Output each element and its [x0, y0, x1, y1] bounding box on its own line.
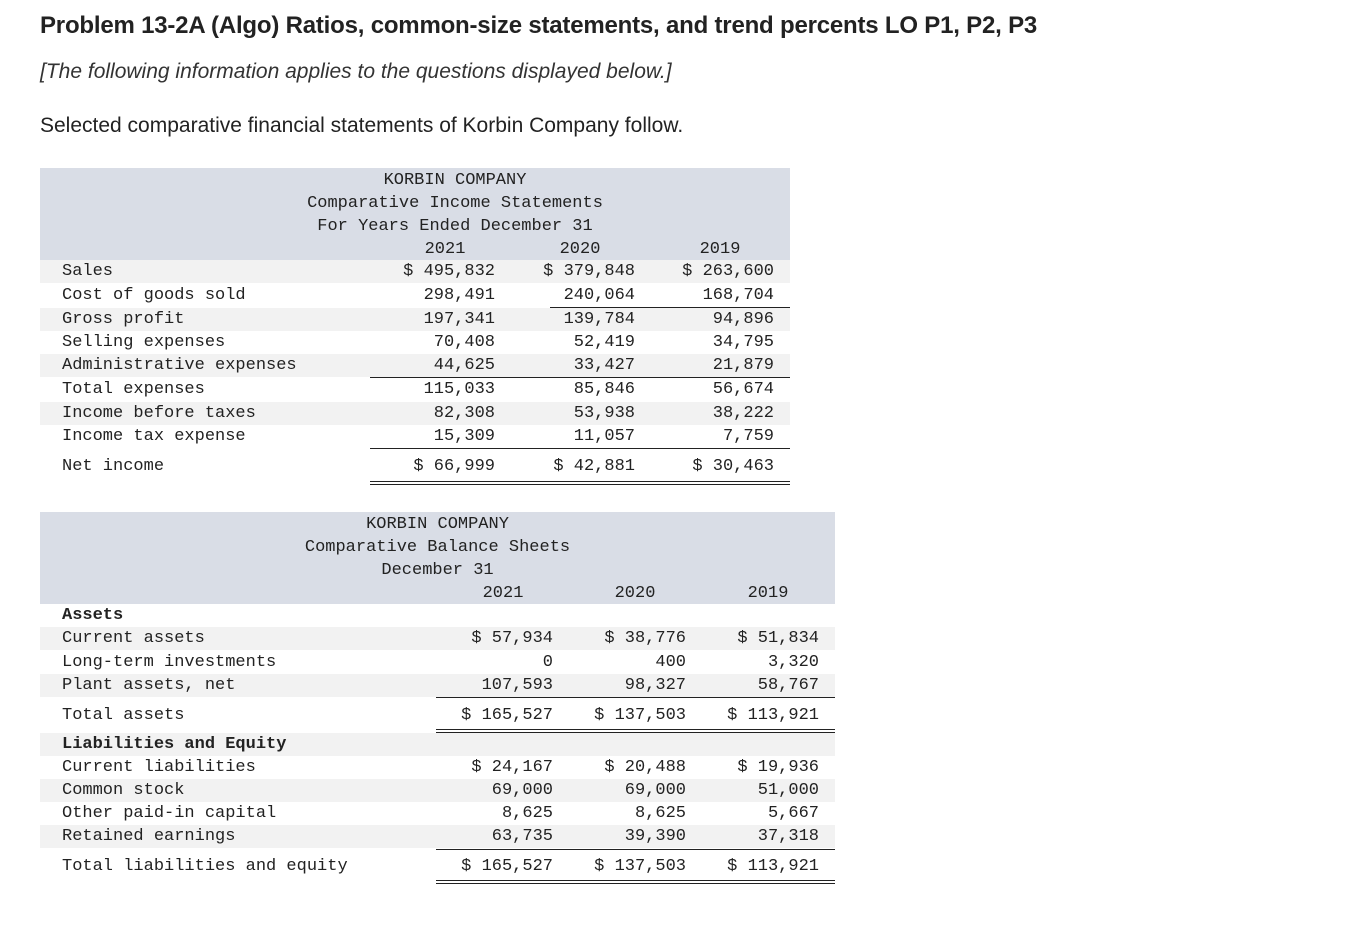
row-label-gross-profit: Gross profit: [62, 310, 185, 329]
cell-administrative-expenses-1: 33,427: [573, 356, 635, 375]
rule-under-tax: [370, 448, 790, 449]
table-row: [40, 308, 790, 331]
cell-current-liabilities-2: $ 19,936: [737, 758, 819, 777]
row-label-total-assets: Total assets: [62, 706, 185, 725]
cell-income-before-taxes-2: 38,222: [712, 404, 774, 423]
cell-sales-2: $ 263,600: [682, 262, 774, 281]
balance-sheet-title: Comparative Balance Sheets: [304, 538, 571, 557]
table-row: [40, 674, 835, 697]
cell-retained-earnings-2: 37,318: [757, 827, 819, 846]
table-row: [40, 331, 790, 354]
table-row: [40, 627, 835, 650]
row-label-current-assets: Current assets: [62, 629, 205, 648]
cell-plant-assets-net-1: 98,327: [624, 676, 686, 695]
rule-under-cogs: [550, 307, 790, 308]
row-label-selling-expenses: Selling expenses: [62, 333, 226, 352]
info-note: [The following information applies to the questions displayed below.]: [40, 60, 672, 83]
row-label-plant-assets-net: Plant assets, net: [62, 676, 236, 695]
cell-total-liabilities-and-equity-0: $ 165,527: [461, 857, 553, 876]
row-label-assets: Assets: [62, 606, 124, 625]
table-row: [40, 604, 835, 627]
income-statement: [40, 168, 790, 488]
table-row: [40, 733, 835, 756]
row-label-current-liabilities: Current liabilities: [62, 758, 256, 777]
table-row: [40, 402, 790, 425]
table-row: [40, 354, 790, 377]
cell-total-assets-0: $ 165,527: [461, 706, 553, 725]
cell-cost-of-goods-sold-1: 240,064: [563, 286, 635, 305]
cell-cost-of-goods-sold-0: 298,491: [423, 286, 495, 305]
cell-current-assets-1: $ 38,776: [604, 629, 686, 648]
cell-other-paid-in-capital-1: 8,625: [634, 804, 686, 823]
row-label-other-paid-in-capital: Other paid-in capital: [62, 804, 277, 823]
row-label-net-income: Net income: [62, 457, 165, 476]
rule-under-plant-assets: [436, 697, 835, 698]
cell-total-assets-1: $ 137,503: [594, 706, 686, 725]
rule-under-admin: [370, 377, 790, 378]
row-label-cost-of-goods-sold: Cost of goods sold: [62, 286, 246, 305]
table-row: [40, 855, 835, 878]
cell-common-stock-0: 69,000: [491, 781, 553, 800]
cell-common-stock-1: 69,000: [624, 781, 686, 800]
cell-income-before-taxes-1: 53,938: [573, 404, 635, 423]
income-statement-period: For Years Ended December 31: [317, 217, 593, 236]
cell-selling-expenses-0: 70,408: [433, 333, 495, 352]
row-label-income-before-taxes: Income before taxes: [62, 404, 256, 423]
income-year-2020: 2020: [559, 240, 601, 259]
cell-plant-assets-net-2: 58,767: [757, 676, 819, 695]
balance-year-2019: 2019: [747, 584, 789, 603]
cell-net-income-1: $ 42,881: [553, 457, 635, 476]
row-label-administrative-expenses: Administrative expenses: [62, 356, 297, 375]
cell-long-term-investments-2: 3,320: [767, 653, 819, 672]
cell-net-income-2: $ 30,463: [692, 457, 774, 476]
table-row: [40, 779, 835, 802]
cell-income-tax-expense-2: 7,759: [722, 427, 774, 446]
cell-total-liabilities-and-equity-2: $ 113,921: [727, 857, 819, 876]
cell-current-liabilities-1: $ 20,488: [604, 758, 686, 777]
rule-net-income-double: [370, 481, 790, 485]
table-row: [40, 704, 835, 727]
table-row: [40, 378, 790, 401]
cell-total-liabilities-and-equity-1: $ 137,503: [594, 857, 686, 876]
cell-retained-earnings-0: 63,735: [491, 827, 553, 846]
table-row: [40, 260, 790, 283]
cell-gross-profit-1: 139,784: [563, 310, 635, 329]
table-row: [40, 802, 835, 825]
cell-gross-profit-2: 94,896: [712, 310, 774, 329]
cell-retained-earnings-1: 39,390: [624, 827, 686, 846]
row-label-total-liabilities-and-equity: Total liabilities and equity: [62, 857, 348, 876]
income-statement-title: Comparative Income Statements: [307, 194, 603, 213]
cell-other-paid-in-capital-2: 5,667: [767, 804, 819, 823]
rule-total-liabilities-double: [436, 880, 835, 884]
income-company-name: KORBIN COMPANY: [383, 171, 527, 190]
table-row: [40, 284, 790, 307]
balance-year-2020: 2020: [614, 584, 656, 603]
cell-current-liabilities-0: $ 24,167: [471, 758, 553, 777]
income-statement-header: [40, 168, 790, 260]
row-label-sales: Sales: [62, 262, 114, 281]
balance-company-name: KORBIN COMPANY: [366, 515, 509, 534]
balance-sheet-period: December 31: [381, 561, 494, 580]
cell-administrative-expenses-0: 44,625: [433, 356, 495, 375]
table-row: [40, 825, 835, 848]
cell-net-income-0: $ 66,999: [413, 457, 495, 476]
cell-long-term-investments-0: 0: [542, 653, 553, 672]
cell-plant-assets-net-0: 107,593: [481, 676, 553, 695]
row-label-long-term-investments: Long-term investments: [62, 653, 277, 672]
row-label-retained-earnings: Retained earnings: [62, 827, 236, 846]
cell-long-term-investments-1: 400: [655, 653, 686, 672]
table-row: [40, 756, 835, 779]
row-label-liabilities-and-equity: Liabilities and Equity: [62, 735, 287, 754]
cell-gross-profit-0: 197,341: [423, 310, 495, 329]
row-label-total-expenses: Total expenses: [62, 380, 205, 399]
cell-total-expenses-2: 56,674: [712, 380, 774, 399]
cell-income-tax-expense-0: 15,309: [433, 427, 495, 446]
balance-sheet: [40, 512, 835, 892]
table-row: [40, 425, 790, 448]
table-row: [40, 651, 835, 674]
cell-administrative-expenses-2: 21,879: [712, 356, 774, 375]
cell-selling-expenses-2: 34,795: [712, 333, 774, 352]
cell-current-assets-0: $ 57,934: [471, 629, 553, 648]
cell-sales-0: $ 495,832: [403, 262, 495, 281]
cell-income-tax-expense-1: 11,057: [573, 427, 635, 446]
problem-heading: Problem 13-2A (Algo) Ratios, common-size statements, and trend percents LO P1, P2, P3: [40, 12, 1038, 39]
cell-total-expenses-0: 115,033: [423, 380, 495, 399]
cell-other-paid-in-capital-0: 8,625: [501, 804, 553, 823]
income-year-2021: 2021: [424, 240, 466, 259]
cell-sales-1: $ 379,848: [543, 262, 635, 281]
cell-total-expenses-1: 85,846: [573, 380, 635, 399]
table-row: [40, 455, 790, 478]
row-label-common-stock: Common stock: [62, 781, 185, 800]
income-year-2019: 2019: [699, 240, 741, 259]
intro-text: Selected comparative financial statements of Korbin Company follow.: [40, 114, 684, 137]
cell-current-assets-2: $ 51,834: [737, 629, 819, 648]
balance-year-2021: 2021: [482, 584, 524, 603]
row-label-income-tax-expense: Income tax expense: [62, 427, 246, 446]
cell-common-stock-2: 51,000: [757, 781, 819, 800]
cell-selling-expenses-1: 52,419: [573, 333, 635, 352]
balance-sheet-header: [40, 512, 835, 604]
cell-cost-of-goods-sold-2: 168,704: [702, 286, 774, 305]
rule-under-retained-earnings: [436, 849, 835, 850]
cell-total-assets-2: $ 113,921: [727, 706, 819, 725]
cell-income-before-taxes-0: 82,308: [433, 404, 495, 423]
